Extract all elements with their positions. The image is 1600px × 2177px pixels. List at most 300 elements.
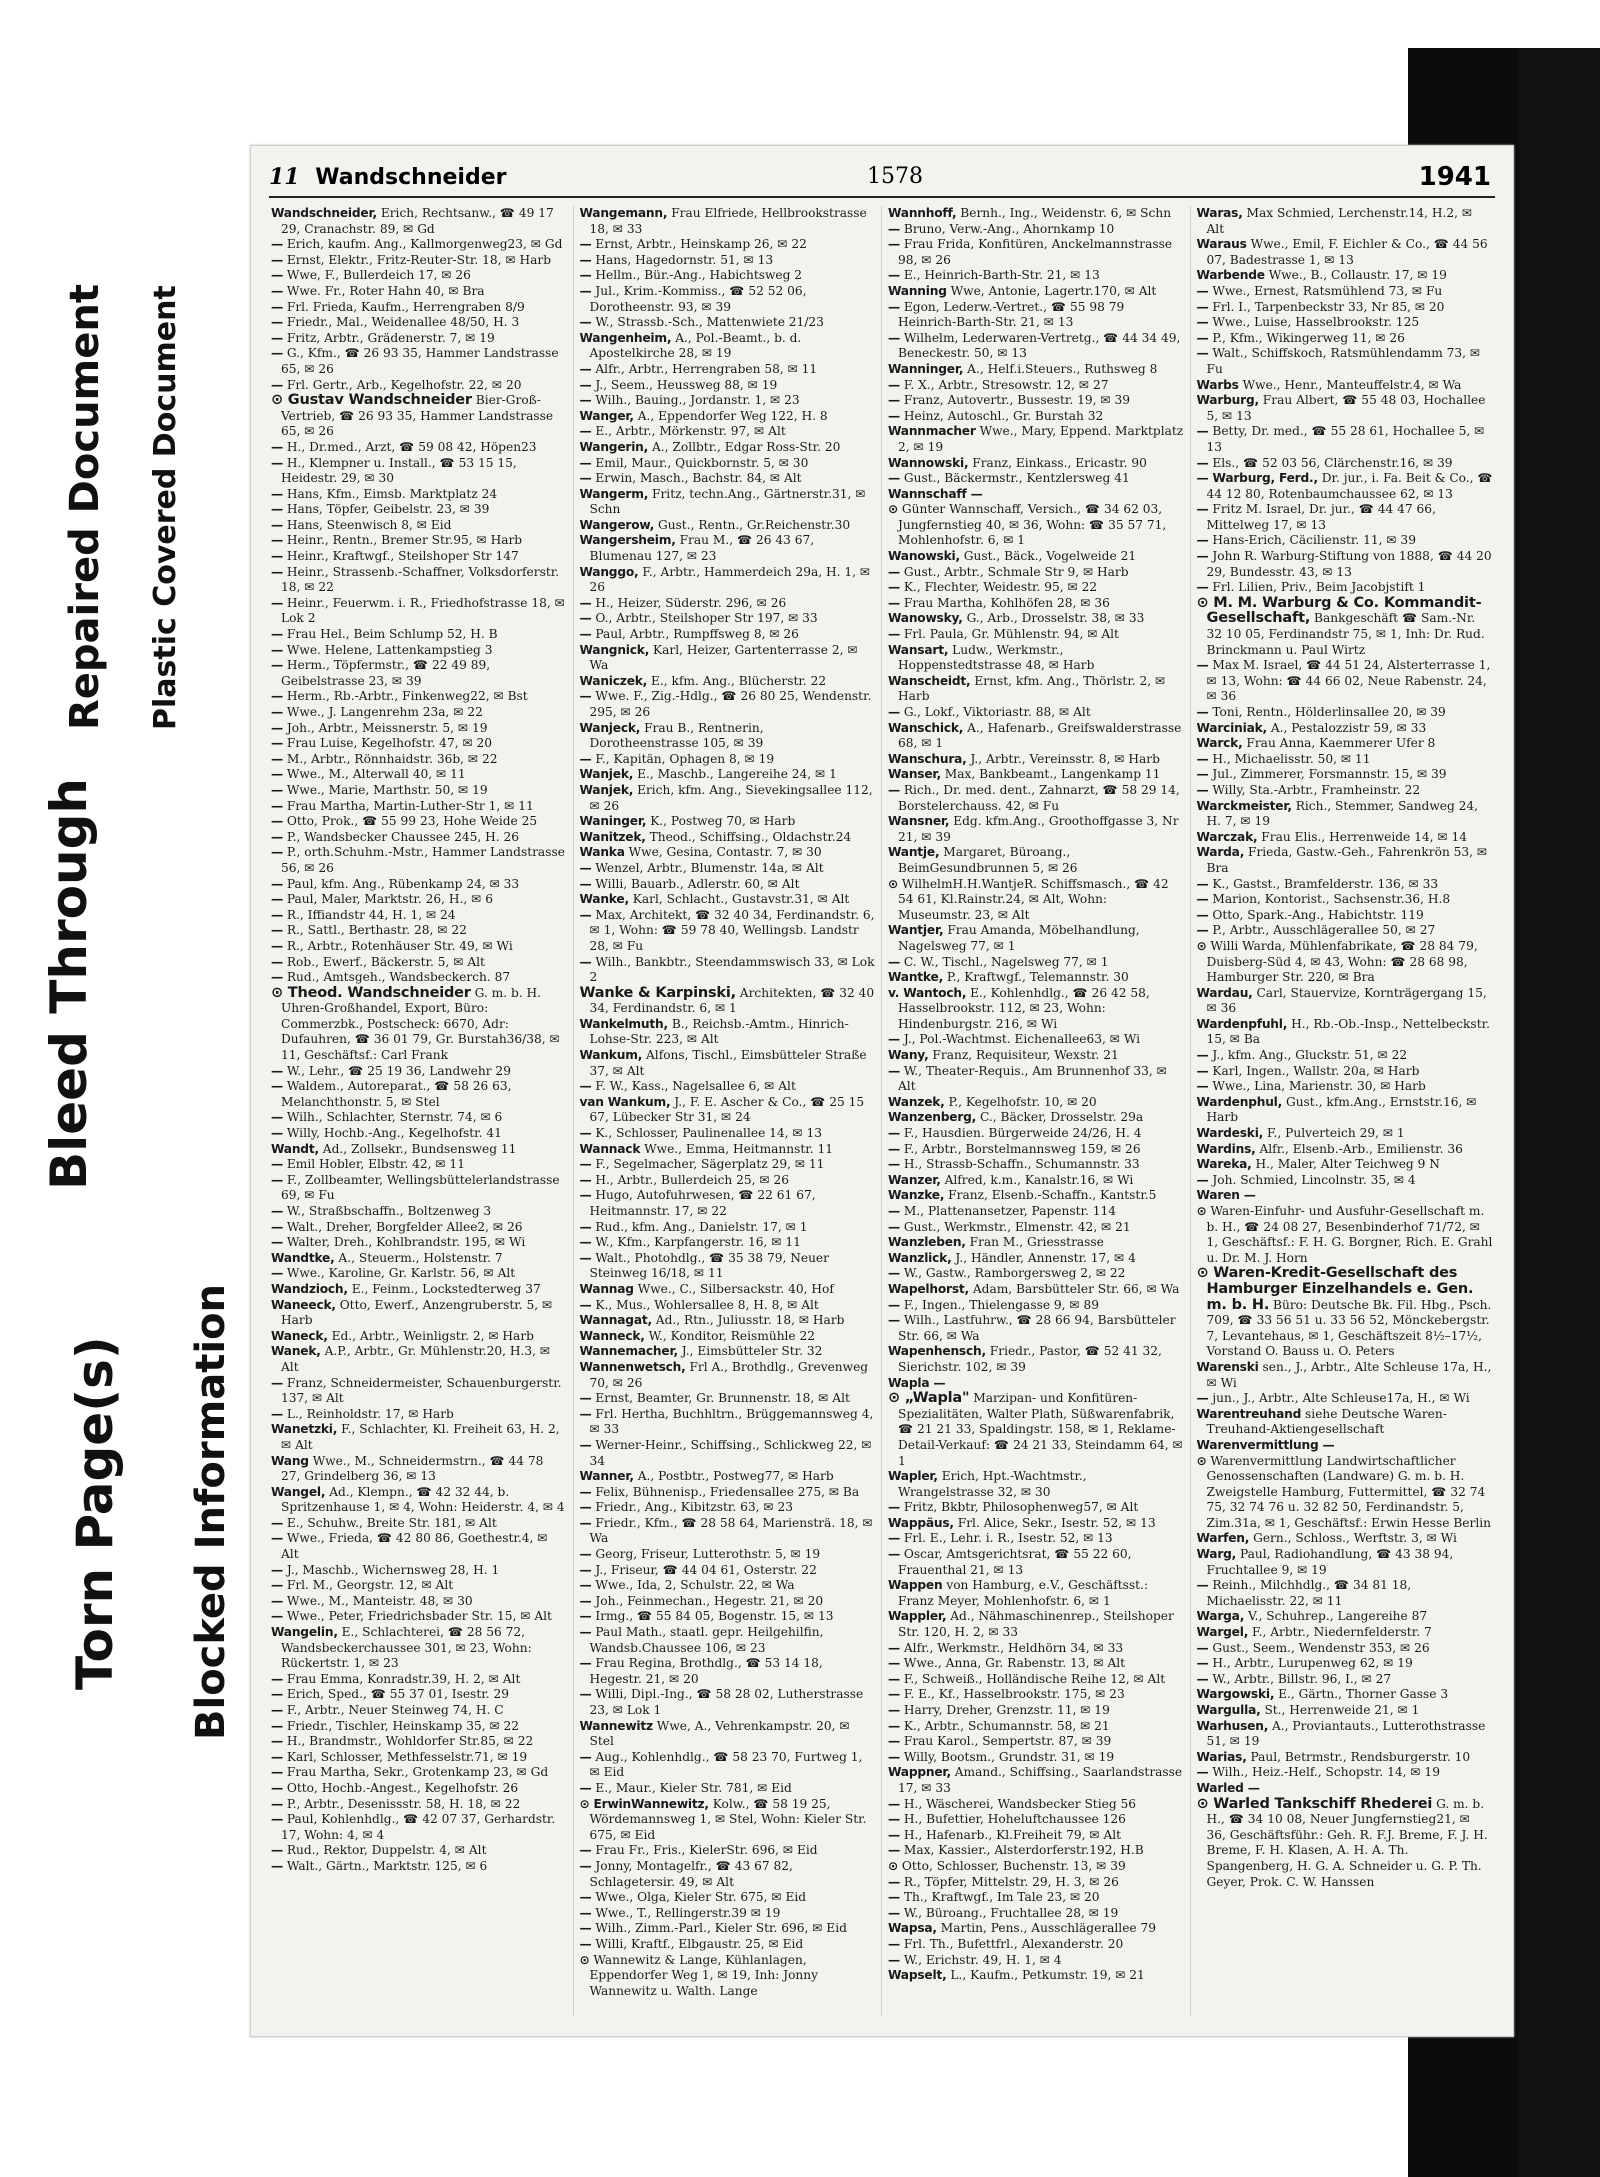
entry-details: Warenvermittlung Landwirtschaftlicher Genossenschaften (Landware) G. m. b. H. Zweigstelle Hamburg, Futtermittel, ☎ 32 74 75, 32 74 76 u. 32 82 50, Ferdinandstr. 5, Zim.31a, ✉ 1, Geschäftsf.: Erwin Hesse Berlin <box>1206 1453 1491 1530</box>
directory-columns <box>265 206 1499 2016</box>
directory-entry <box>1197 845 1494 876</box>
directory-entry <box>580 814 876 830</box>
entry-name: — <box>579 954 592 969</box>
directory-entry <box>271 1719 567 1735</box>
column-4 <box>1191 206 1500 2016</box>
entry-details: Erich, Sped., ☎ 55 37 01, Isestr. 29 <box>286 1687 509 1702</box>
entry-name: — <box>271 1858 283 1873</box>
entry-name: — <box>888 1126 900 1141</box>
entry-details: Friedr., Mal., Weidenallee 48/50, H. 3 <box>286 315 520 330</box>
column-1 <box>265 206 574 2016</box>
directory-entry <box>1197 1126 1494 1142</box>
entry-details: Rud., Amtsgeh., Wandsbeckerch. 87 <box>286 970 511 985</box>
directory-entry <box>1197 1454 1494 1532</box>
entry-name: — <box>579 1936 592 1951</box>
entry-name: — <box>888 1032 900 1047</box>
directory-entry <box>271 1204 567 1220</box>
entry-name: — <box>271 533 283 548</box>
entry-details: Otto, Ewerf., Anzengruberstr. 5, ✉ Harb <box>281 1297 553 1328</box>
entry-details: F. X., Arbtr., Stresowstr. 12, ✉ 27 <box>903 377 1109 392</box>
entry-name: Wapsa, <box>888 1921 937 1936</box>
directory-entry <box>888 721 1184 752</box>
directory-entry <box>271 1142 567 1158</box>
directory-entry <box>271 1485 567 1516</box>
directory-entry <box>580 1687 876 1718</box>
directory-entry <box>888 1188 1184 1204</box>
entry-details: E., Feinm., Lockstedterweg 37 <box>351 1281 541 1296</box>
entry-name: Wapselt, <box>888 1968 947 1983</box>
directory-entry <box>271 1220 567 1236</box>
entry-details: Toni, Rentn., Hölderlinsallee 20, ✉ 39 <box>1212 705 1446 719</box>
directory-entry <box>271 955 567 971</box>
entry-details: Max M. Israel, ☎ 44 51 24, Alsterterrasse 1, ✉ 13, Wohn: ☎ 44 66 02, Neue Rabenstr. 24, ✉ 36 <box>1206 658 1491 704</box>
entry-name: — <box>579 377 592 392</box>
entry-details: Ernst, Beamter, Gr. Brunnenstr. 18, ✉ Alt <box>595 1391 850 1406</box>
entry-details: sen., J., Arbtr., Alte Schleuse 17a, H., ✉ Wi <box>1206 1359 1492 1390</box>
entry-details: H., Wäscherei, Wandsbecker Stieg 56 <box>903 1796 1137 1811</box>
entry-name: — <box>579 1547 592 1562</box>
entry-details: Frau Frida, Konfitüren, Anckelmannstrasse 98, ✉ 26 <box>898 237 1173 267</box>
entry-details: Gust., Bäck., Vogelweide 21 <box>963 549 1137 564</box>
entry-details: B., Reichsb.-Amtm., Hinrich-Lohse-Str. 223, ✉ Alt <box>589 1016 849 1047</box>
entry-details: Frl. Paula, Gr. Mühlenstr. 94, ✉ Alt <box>903 627 1119 642</box>
directory-entry <box>888 970 1184 986</box>
entry-details: G., Arb., Drosselstr. 38, ✉ 33 <box>966 611 1145 626</box>
directory-entry <box>271 268 567 284</box>
directory-entry <box>580 1843 876 1859</box>
entry-details: Frau Martha, Martin-Luther-Str 1, ✉ 11 <box>286 798 534 813</box>
directory-entry <box>888 845 1184 876</box>
entry-details: WilhelmH.H.WantjeR. Schiffsmasch., ☎ 42 54 61, Kl.Rainstr.24, ✉ Alt, Wohn: Museumstr. 23, ✉ Alt <box>898 876 1169 922</box>
entry-details: Alfons, Tischl., Eimsbütteler Straße 37, ✉ Alt <box>589 1048 867 1078</box>
entry-details: Bruno, Verw.-Ang., Ahornkamp 10 <box>903 221 1115 236</box>
directory-entry <box>580 253 876 269</box>
entry-name: — <box>579 1297 592 1312</box>
entry-name: Warciniak, <box>1196 720 1267 735</box>
directory-entry <box>888 1578 1184 1609</box>
directory-entry <box>888 487 1184 503</box>
entry-name: — <box>888 1687 900 1702</box>
entry-name: ⊙ Warled Tankschiff Rhederei <box>1196 1795 1433 1812</box>
entry-name: — <box>1196 1656 1209 1671</box>
entry-name: Wanninger, <box>888 361 964 376</box>
directory-entry <box>888 1469 1184 1500</box>
entry-name: — <box>271 283 283 298</box>
directory-entry <box>1197 1266 1494 1360</box>
entry-details: Gern., Schloss., Werftstr. 3, ✉ Wi <box>1253 1531 1457 1546</box>
directory-entry <box>1197 1391 1494 1407</box>
directory-entry <box>271 487 567 503</box>
entry-name: — <box>888 1547 900 1562</box>
entry-details: Wwe, Gesina, Contastr. 7, ✉ 30 <box>628 845 822 860</box>
entry-details: Wilh., Bankbtr., Steendammswisch 33, ✉ Lok 2 <box>589 954 875 985</box>
entry-details: Th., Kraftwgf., Im Tale 23, ✉ 20 <box>903 1890 1100 1905</box>
entry-details: Frau Amanda, Möbelhandlung, Nagelsweg 77, ✉ 1 <box>898 923 1140 953</box>
entry-name: — <box>271 689 283 704</box>
directory-entry <box>888 1251 1184 1267</box>
directory-entry <box>271 237 567 253</box>
entry-name: Wargowski, <box>1196 1687 1275 1702</box>
directory-entry <box>271 1064 567 1080</box>
entry-name: — <box>888 1141 900 1156</box>
entry-details: K., Gastst., Bramfelderstr. 136, ✉ 33 <box>1212 876 1439 891</box>
directory-entry <box>888 674 1184 705</box>
entry-name: — <box>579 1126 592 1141</box>
entry-name: Wannowski, <box>888 455 969 470</box>
directory-entry <box>888 1142 1184 1158</box>
entry-name: Wangerm, <box>579 486 649 501</box>
entry-name: Waren — <box>1196 1188 1256 1203</box>
entry-details: Wannewitz & Lange, Kühlanlagen, Eppendorfer Weg 1, ✉ 19, Inh: Jonny Wannewitz u. Walth. Lange <box>589 1952 819 1998</box>
directory-entry <box>271 1407 567 1423</box>
entry-name: — <box>271 658 283 673</box>
entry-details: Rich., Dr. med. dent., Zahnarzt, ☎ 58 29 14, Borstelerchauss. 42, ✉ Fu <box>898 782 1180 813</box>
directory-entry <box>580 1859 876 1890</box>
directory-entry <box>580 456 876 472</box>
directory-entry <box>888 393 1184 409</box>
entry-name: — <box>579 1157 592 1172</box>
directory-entry <box>271 939 567 955</box>
entry-name: Wannemacher, <box>579 1344 678 1359</box>
directory-entry <box>271 1625 567 1672</box>
directory-entry <box>1197 908 1494 924</box>
directory-entry <box>1197 892 1494 908</box>
entry-details: Betty, Dr. med., ☎ 55 28 61, Hochallee 5, ✉ 13 <box>1206 424 1485 454</box>
entry-details: Willy, Sta.-Arbtr., Framheinstr. 22 <box>1212 782 1421 797</box>
entry-name: — <box>1196 283 1209 298</box>
entry-details: Gust., kfm.Ang., Ernststr.16, ✉ Harb <box>1206 1094 1477 1125</box>
entry-details: Fritz, Arbtr., Grädenerstr. 7, ✉ 19 <box>286 330 495 345</box>
directory-entry <box>888 1906 1184 1922</box>
entry-name: — <box>271 1157 283 1172</box>
directory-entry <box>271 1797 567 1813</box>
directory-entry <box>271 300 567 316</box>
entry-name: — <box>888 705 900 719</box>
entry-details: P., Wandsbecker Chaussee 245, H. 26 <box>286 829 519 844</box>
directory-entry <box>271 736 567 752</box>
directory-entry <box>888 1095 1184 1111</box>
entry-details: L., Kaufm., Petkumstr. 19, ✉ 21 <box>950 1968 1145 1983</box>
page-header <box>269 160 1495 198</box>
label-blocked-information: Blocked Information <box>188 1283 234 1740</box>
label-plastic-covered: Plastic Covered Document <box>148 285 183 730</box>
entry-name: — <box>579 1890 592 1905</box>
entry-details: Fran M., Griesstrasse <box>969 1235 1104 1250</box>
entry-name: — <box>579 1079 592 1094</box>
entry-details: H., Heizer, Süderstr. 296, ✉ 26 <box>595 595 787 610</box>
entry-details: Margaret, Büroang., BeimGesundbrunnen 5, ✉ 26 <box>898 845 1078 875</box>
directory-entry <box>271 533 567 549</box>
entry-name: — <box>271 315 283 330</box>
entry-name: Waras, <box>1196 206 1243 220</box>
directory-entry <box>580 1329 876 1345</box>
entry-name: — <box>271 876 283 891</box>
entry-name: — <box>271 627 283 642</box>
entry-name: — <box>1196 1391 1209 1406</box>
entry-name: — <box>888 221 900 236</box>
entry-name: Wangemann, <box>579 206 668 220</box>
entry-name: Warled — <box>1196 1780 1260 1795</box>
entry-name: — <box>271 1703 283 1717</box>
directory-entry <box>888 1126 1184 1142</box>
entry-details: W., Erichstr. 49, H. 1, ✉ 4 <box>903 1952 1062 1967</box>
directory-entry <box>1197 1142 1494 1158</box>
entry-name: Warias, <box>1196 1749 1247 1764</box>
directory-entry <box>580 362 876 378</box>
directory-entry <box>888 627 1184 643</box>
directory-entry <box>580 409 876 425</box>
entry-name: Wantje, <box>888 845 940 860</box>
entry-details: Heinr., Feuerwm. i. R., Friedhofstrasse 18, ✉ Lok 2 <box>281 595 565 626</box>
directory-entry <box>271 206 567 237</box>
directory-entry <box>580 643 876 674</box>
directory-entry <box>888 1531 1184 1547</box>
entry-name: — <box>888 268 900 283</box>
entry-details: Marzipan- und Konfitüren-Spezialitäten, Walter Plath, Süßwarenfabrik, ☎ 21 21 33, Spaldingstr. 158, ✉ 1, Reklame-Detail-Verkauf: ☎ 24 21 33, Steindamm 64, ✉ 1 <box>898 1391 1183 1468</box>
entry-details: von Hamburg, e.V., Geschäftsst.: Franz Meyer, Mohlenhofstr. 6, ✉ 1 <box>898 1578 1149 1608</box>
directory-entry <box>580 1017 876 1048</box>
entry-name: — <box>271 705 283 719</box>
directory-entry <box>888 1875 1184 1891</box>
entry-details: Franz, Elsenb.-Schaffn., Kantstr.5 <box>948 1188 1157 1203</box>
entry-name: Wannhoff, <box>888 206 957 220</box>
entry-details: Joh., Feinmechan., Hegestr. 21, ✉ 20 <box>595 1593 824 1608</box>
entry-name: — <box>1196 923 1209 938</box>
directory-entry <box>888 955 1184 971</box>
entry-details: J., Friseur, ☎ 44 04 61, Osterstr. 22 <box>595 1562 817 1577</box>
entry-name: Waneeck, <box>271 1297 336 1312</box>
directory-entry <box>888 986 1184 1033</box>
entry-details: Wwe., B., Collaustr. 17, ✉ 19 <box>1268 268 1447 283</box>
entry-name: — <box>579 1562 592 1577</box>
directory-entry <box>580 1921 876 1937</box>
directory-entry <box>888 1859 1184 1875</box>
directory-entry <box>271 783 567 799</box>
entry-details: Wwe, F., Bullerdeich 17, ✉ 26 <box>286 268 471 283</box>
directory-entry <box>580 845 876 861</box>
directory-entry <box>271 1703 567 1719</box>
entry-details: Wwe. Fr., Roter Hahn 40, ✉ Bra <box>286 283 485 298</box>
entry-details: J., Arbtr., Vereinsstr. 8, ✉ Harb <box>970 751 1160 766</box>
entry-name: ⊙ <box>1196 1204 1207 1218</box>
directory-entry <box>580 487 876 518</box>
directory-entry <box>888 1703 1184 1719</box>
entry-name: — <box>579 1484 592 1499</box>
entry-details: G. m. b. H. Uhren-Großhandel, Export, Büro: Commerzbk., Postscheck: 6670, Adr: Dufauhren, ☎ 36 01 79, Gr. Burstah36/38, ✉ 11, Geschäftsf.: Carl Frank <box>281 985 560 1063</box>
entry-name: — <box>271 814 283 829</box>
directory-entry <box>1197 1687 1494 1703</box>
entry-name: — <box>271 486 283 501</box>
directory-entry <box>1197 1750 1494 1766</box>
directory-entry <box>888 1173 1184 1189</box>
directory-entry <box>580 611 876 627</box>
directory-entry <box>580 206 876 237</box>
entry-details: Frl. E., Lehr. i. R., Isestr. 52, ✉ 13 <box>903 1531 1113 1546</box>
entry-name: Wanzer, <box>888 1172 941 1187</box>
directory-entry <box>1197 1656 1494 1672</box>
entry-name: Wapelhorst, <box>888 1281 969 1296</box>
directory-entry <box>580 1048 876 1079</box>
entry-details: Hans, Hagedornstr. 51, ✉ 13 <box>595 252 774 267</box>
entry-name: — <box>579 1625 592 1640</box>
entry-name: Wanzlick, <box>888 1250 952 1265</box>
entry-name: — <box>579 1593 592 1608</box>
directory-entry <box>271 518 567 534</box>
entry-details: Frau Fr., Fris., KielerStr. 696, ✉ Eid <box>595 1843 818 1858</box>
directory-entry <box>271 1781 567 1797</box>
directory-entry <box>271 830 567 846</box>
entry-details: Hans, Kfm., Eimsb. Marktplatz 24 <box>286 486 498 501</box>
entry-name: — <box>1196 782 1209 797</box>
directory-entry <box>888 1298 1184 1314</box>
directory-entry <box>271 814 567 830</box>
directory-entry <box>580 1625 876 1656</box>
entry-name: — <box>271 517 283 532</box>
directory-entry <box>1197 1531 1494 1547</box>
directory-entry <box>888 502 1184 549</box>
directory-entry <box>1197 533 1494 549</box>
directory-entry <box>1197 596 1494 658</box>
directory-entry <box>271 1454 567 1485</box>
entry-name: Wardenphul, <box>1196 1094 1283 1109</box>
directory-entry <box>580 1220 876 1236</box>
entry-details: K., Flechter, Weidestr. 95, ✉ 22 <box>903 580 1098 595</box>
entry-name: — <box>888 1219 900 1234</box>
entry-details: Herm., Töpfermstr., ☎ 22 49 89, Geibelstrasse 23, ✉ 39 <box>281 658 491 688</box>
entry-name: — <box>579 1515 592 1530</box>
entry-details: H., Hafenarb., Kl.Freiheit 79, ✉ Alt <box>903 1827 1122 1842</box>
entry-name: Wanzleben, <box>888 1235 966 1250</box>
directory-entry <box>271 1126 567 1142</box>
entry-details: Heinr., Strassenb.-Schaffner, Volksdorferstr. 18, ✉ 22 <box>281 564 560 595</box>
entry-details: Gust., Arbtr., Schmale Str 9, ✉ Harb <box>903 564 1129 579</box>
entry-name: Waneck, <box>271 1328 328 1343</box>
entry-details: Alfr., Arbtr., Herrengraben 58, ✉ 11 <box>595 361 818 376</box>
entry-name: Wannenwetsch, <box>579 1359 686 1374</box>
entry-name: — <box>888 1796 900 1811</box>
entry-name: Wanning <box>888 283 947 298</box>
directory-entry <box>271 393 567 440</box>
directory-entry <box>1197 721 1494 737</box>
entry-name: — <box>579 315 592 330</box>
entry-name: Wandzioch, <box>271 1281 348 1296</box>
entry-name: Warczak, <box>1196 829 1258 844</box>
directory-entry <box>1197 1157 1494 1173</box>
entry-name: — <box>888 627 900 642</box>
entry-details: Paul, Betrmstr., Rendsburgerstr. 10 <box>1250 1749 1471 1764</box>
directory-entry <box>1197 502 1494 533</box>
entry-details: W., Strassb.-Sch., Mattenwiete 21/23 <box>595 315 824 330</box>
entry-details: Max Schmied, Lerchenstr.14, H.2, ✉ Alt <box>1206 206 1473 236</box>
column-3 <box>882 206 1191 2016</box>
entry-name: — <box>1196 1578 1209 1593</box>
directory-entry <box>1197 1641 1494 1657</box>
entry-details: Willi Warda, Mühlenfabrikate, ☎ 28 84 79, Duisberg-Süd 4, ✉ 43, Wohn: ☎ 28 68 98, Hamburger Str. 220, ✉ Bra <box>1206 938 1478 985</box>
directory-entry <box>888 923 1184 954</box>
entry-name: Wanke & Karpinski, <box>579 984 736 1001</box>
entry-name: Wapenhensch, <box>888 1344 986 1359</box>
entry-details: P., Kfm., Wikingerweg 11, ✉ 26 <box>1212 330 1405 345</box>
directory-entry <box>271 1563 567 1579</box>
entry-name: — <box>1196 424 1209 439</box>
entry-name: v. Wantoch, <box>888 985 967 1000</box>
entry-name: — <box>579 1921 592 1936</box>
directory-entry <box>271 315 567 331</box>
directory-entry <box>271 1251 567 1267</box>
entry-name: — <box>1196 502 1209 517</box>
directory-entry <box>1197 923 1494 939</box>
directory-entry <box>580 1173 876 1189</box>
directory-entry <box>271 440 567 456</box>
directory-entry <box>271 1687 567 1703</box>
directory-entry <box>888 1204 1184 1220</box>
entry-details: W., Arbtr., Billstr. 96, I., ✉ 27 <box>1212 1671 1392 1686</box>
entry-details: M., Plattenansetzer, Papenstr. 114 <box>903 1204 1116 1218</box>
directory-entry <box>580 1953 876 2000</box>
directory-entry <box>580 1142 876 1158</box>
entry-details: E., Schuhw., Breite Str. 181, ✉ Alt <box>286 1515 497 1530</box>
entry-name: — <box>888 237 900 252</box>
directory-entry <box>888 1828 1184 1844</box>
entry-name: ⊙ <box>1196 1453 1207 1468</box>
entry-details: A.P., Arbtr., Gr. Mühlenstr.20, H.3, ✉ Alt <box>281 1344 551 1374</box>
directory-entry <box>580 1906 876 1922</box>
directory-entry <box>580 877 876 893</box>
entry-details: G. m. b. H., ☎ 34 10 08, Neuer Jungfernstieg21, ✉ 36, Geschäftsführ.: Geh. R. F.J. Breme, F. J. H. Breme, F. H. Klasen, A. H. A. Th. Spangenberg, H. G. A. Schneider u. G. P. Th. Geyer, Prok. C. W. Hanssen <box>1206 1796 1488 1889</box>
entry-details: Gust., Werkmstr., Elmenstr. 42, ✉ 21 <box>903 1219 1131 1234</box>
entry-details: Frl. Alice, Sekr., Isestr. 52, ✉ 13 <box>957 1515 1156 1530</box>
directory-entry <box>1197 1703 1494 1719</box>
directory-entry <box>1197 424 1494 455</box>
directory-entry <box>888 1391 1184 1469</box>
entry-details: Frau Hel., Beim Schlump 52, H. B <box>286 627 498 642</box>
directory-entry <box>888 424 1184 455</box>
directory-entry <box>888 643 1184 674</box>
entry-name: — <box>888 299 900 314</box>
directory-entry <box>888 1282 1184 1298</box>
directory-entry <box>580 1890 876 1906</box>
directory-entry <box>271 705 567 721</box>
entry-details: Frau Anna, Kaemmerer Ufer 8 <box>1246 736 1436 751</box>
directory-entry <box>271 253 567 269</box>
entry-details: R., Arbtr., Rotenhäuser Str. 49, ✉ Wi <box>286 938 513 953</box>
entry-details: Wwe., M., Schneidermstrn., ☎ 44 78 27, Grindelberg 36, ✉ 13 <box>281 1453 544 1484</box>
entry-name: — <box>888 1671 900 1686</box>
directory-entry <box>271 378 567 394</box>
directory-entry <box>888 206 1184 222</box>
entry-name: — <box>1196 876 1209 891</box>
entry-details: Franz, Schneidermeister, Schauenburgerstr. 137, ✉ Alt <box>281 1375 562 1406</box>
entry-details: Erich, kaufm. Ang., Kallmorgenweg23, ✉ Gd <box>286 237 563 252</box>
entry-name: — Warburg, Ferd., <box>1196 471 1318 486</box>
entry-name: Wargulla, <box>1196 1703 1261 1717</box>
directory-entry <box>580 1547 876 1563</box>
entry-name: — <box>888 1874 900 1889</box>
entry-details: F., Pulverteich 29, ✉ 1 <box>1266 1126 1405 1141</box>
entry-details: G., Lokf., Viktoriastr. 88, ✉ Alt <box>903 705 1091 719</box>
entry-name: — <box>271 1110 283 1125</box>
entry-name: — <box>1196 1079 1209 1094</box>
entry-details: J., Seem., Heussweg 88, ✉ 19 <box>595 377 778 392</box>
directory-entry <box>271 627 567 643</box>
entry-name: — <box>271 1765 283 1780</box>
entry-details: Wenzel, Arbtr., Blumenstr. 14a, ✉ Alt <box>595 860 824 875</box>
entry-name: — <box>271 798 283 813</box>
directory-entry <box>1197 237 1494 268</box>
entry-name: — <box>888 1204 900 1218</box>
entry-name: — <box>1196 1063 1209 1078</box>
entry-name: Wannack <box>579 1141 641 1156</box>
